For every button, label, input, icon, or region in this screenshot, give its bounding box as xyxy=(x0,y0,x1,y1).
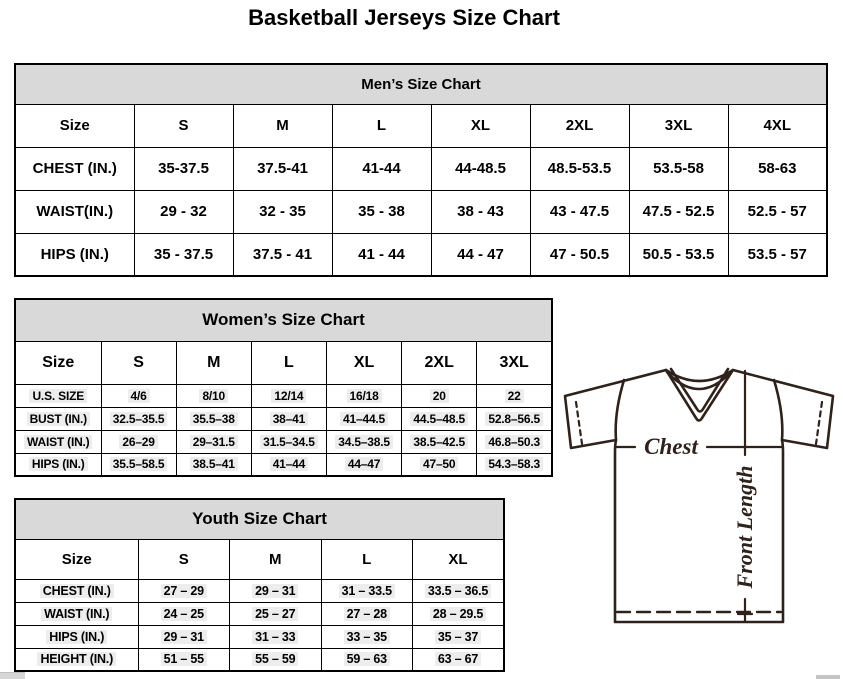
cell-text: 54.3–58.3 xyxy=(485,457,543,471)
row-label xyxy=(15,430,101,453)
cell-text: 33.5 – 36.5 xyxy=(425,584,491,598)
cell-text: 44.5–48.5 xyxy=(410,412,468,426)
size-value-cell: 58-63 xyxy=(728,147,827,190)
cell-text: WAIST (IN.) xyxy=(41,607,112,621)
cell-text: 38.5–42.5 xyxy=(410,435,468,449)
size-value-cell xyxy=(176,430,251,453)
table-row xyxy=(15,147,827,190)
size-value-cell xyxy=(402,453,477,476)
row-label xyxy=(15,453,101,476)
size-value-cell xyxy=(477,430,552,453)
size-value-cell xyxy=(101,407,176,430)
size-value-cell xyxy=(326,407,401,430)
size-value-cell: 29 - 32 xyxy=(134,190,233,233)
right-armhole-seam xyxy=(774,380,782,440)
cell-text: 25 – 27 xyxy=(252,607,298,621)
cell-text: CHEST (IN.) xyxy=(40,584,114,598)
cell-text: 38–41 xyxy=(270,412,308,426)
column-header-m: M xyxy=(233,104,332,147)
size-value-cell: 50.5 - 53.5 xyxy=(629,233,728,276)
cell-text: 52.8–56.5 xyxy=(485,412,543,426)
column-header-size: Size xyxy=(15,104,134,147)
cell-text: 29 – 31 xyxy=(161,630,207,644)
size-value-cell: 37.5-41 xyxy=(233,147,332,190)
row-label: CHEST (IN.) xyxy=(15,147,134,190)
column-header-l: L xyxy=(251,341,326,384)
column-header-s: S xyxy=(138,539,230,579)
cell-text: 24 – 25 xyxy=(161,607,207,621)
column-header-xl: XL xyxy=(413,539,505,579)
cell-text: 35.5–58.5 xyxy=(110,457,168,471)
cell-text: HIPS (IN.) xyxy=(29,457,88,471)
cell-text: 26–29 xyxy=(119,435,157,449)
column-header-size: Size xyxy=(15,341,101,384)
row-label xyxy=(15,407,101,430)
cell-text: 38.5–41 xyxy=(190,457,238,471)
cell-text: 41–44 xyxy=(270,457,308,471)
column-header-4xl: 4XL xyxy=(728,104,827,147)
row-label xyxy=(15,384,101,407)
size-value-cell xyxy=(176,453,251,476)
cell-text: 32.5–35.5 xyxy=(110,412,168,426)
size-value-cell xyxy=(230,625,322,648)
right-cuff-dashed-line xyxy=(816,402,822,444)
column-header-3xl: 3XL xyxy=(629,104,728,147)
size-value-cell: 35-37.5 xyxy=(134,147,233,190)
jersey-outline xyxy=(565,370,833,622)
size-value-cell xyxy=(413,648,505,671)
column-header-xl: XL xyxy=(431,104,530,147)
size-value-cell: 44 - 47 xyxy=(431,233,530,276)
cell-text: 63 – 67 xyxy=(435,652,481,666)
mens-table-header-row xyxy=(15,104,827,147)
size-value-cell xyxy=(101,453,176,476)
column-header-2xl: 2XL xyxy=(530,104,629,147)
cell-text: 29–31.5 xyxy=(190,435,238,449)
cell-text: 51 – 55 xyxy=(161,652,207,666)
table-row xyxy=(15,384,552,407)
cell-text: HEIGHT (IN.) xyxy=(37,652,116,666)
column-header-l: L xyxy=(332,104,431,147)
table-row xyxy=(15,430,552,453)
table-row xyxy=(15,233,827,276)
size-value-cell: 47 - 50.5 xyxy=(530,233,629,276)
size-value-cell xyxy=(138,625,230,648)
mens-table-title: Men’s Size Chart xyxy=(15,64,827,104)
cell-text: 31 – 33 xyxy=(252,630,298,644)
size-value-cell: 37.5 - 41 xyxy=(233,233,332,276)
size-value-cell xyxy=(230,648,322,671)
size-value-cell xyxy=(413,602,505,625)
size-value-cell: 48.5-53.5 xyxy=(530,147,629,190)
cell-text: 27 – 28 xyxy=(344,607,390,621)
cell-text: 20 xyxy=(430,389,449,403)
column-header-s: S xyxy=(134,104,233,147)
womens-size-table xyxy=(14,298,553,477)
size-value-cell xyxy=(101,384,176,407)
cell-text: 31 – 33.5 xyxy=(339,584,395,598)
front-length-label: Front Length xyxy=(732,465,757,589)
size-value-cell xyxy=(251,430,326,453)
size-value-cell xyxy=(251,453,326,476)
size-value-cell: 44-48.5 xyxy=(431,147,530,190)
cell-text: 12/14 xyxy=(271,389,306,403)
cell-text: 4/6 xyxy=(128,389,150,403)
size-value-cell xyxy=(326,430,401,453)
column-header-3xl: 3XL xyxy=(477,341,552,384)
row-label xyxy=(15,579,138,602)
cell-text: 35.5–38 xyxy=(190,412,238,426)
size-value-cell xyxy=(138,579,230,602)
cell-text: 59 – 63 xyxy=(344,652,390,666)
cell-text: 31.5–34.5 xyxy=(260,435,318,449)
size-value-cell xyxy=(230,602,322,625)
size-value-cell xyxy=(413,625,505,648)
size-value-cell: 35 - 38 xyxy=(332,190,431,233)
size-value-cell xyxy=(326,384,401,407)
size-value-cell xyxy=(402,430,477,453)
column-header-m: M xyxy=(230,539,322,579)
cell-text: 34.5–38.5 xyxy=(335,435,393,449)
size-value-cell xyxy=(251,384,326,407)
jersey-diagram-svg xyxy=(555,355,843,665)
size-value-cell: 32 - 35 xyxy=(233,190,332,233)
cell-text: 29 – 31 xyxy=(252,584,298,598)
table-row xyxy=(15,407,552,430)
size-value-cell xyxy=(402,384,477,407)
size-value-cell xyxy=(477,453,552,476)
cell-text: 41–44.5 xyxy=(340,412,388,426)
size-value-cell xyxy=(138,602,230,625)
cell-text: 47–50 xyxy=(420,457,458,471)
size-value-cell xyxy=(176,407,251,430)
table-row xyxy=(15,648,504,671)
size-value-cell: 53.5-58 xyxy=(629,147,728,190)
cell-text: 27 – 29 xyxy=(161,584,207,598)
size-value-cell xyxy=(176,384,251,407)
size-value-cell: 52.5 - 57 xyxy=(728,190,827,233)
womens-table-title: Women’s Size Chart xyxy=(15,299,552,341)
size-value-cell xyxy=(101,430,176,453)
cell-text: HIPS (IN.) xyxy=(46,630,107,644)
cell-text: 22 xyxy=(505,389,524,403)
cell-text: 33 – 35 xyxy=(344,630,390,644)
row-label: HIPS (IN.) xyxy=(15,233,134,276)
womens-table-header-row xyxy=(15,341,552,384)
size-value-cell xyxy=(413,579,505,602)
size-value-cell: 38 - 43 xyxy=(431,190,530,233)
mens-size-table xyxy=(14,63,828,277)
left-cuff-dashed-line xyxy=(576,402,582,444)
youth-size-table xyxy=(14,498,505,672)
size-value-cell xyxy=(477,407,552,430)
youth-table-title: Youth Size Chart xyxy=(15,499,504,539)
size-value-cell: 53.5 - 57 xyxy=(728,233,827,276)
size-value-cell xyxy=(321,579,413,602)
column-header-m: M xyxy=(176,341,251,384)
table-row xyxy=(15,625,504,648)
page-title: Basketball Jerseys Size Chart xyxy=(248,5,560,30)
size-value-cell: 47.5 - 52.5 xyxy=(629,190,728,233)
table-row xyxy=(15,602,504,625)
cell-text: 28 – 29.5 xyxy=(430,607,486,621)
column-header-l: L xyxy=(321,539,413,579)
chest-label: Chest xyxy=(644,434,698,459)
size-value-cell: 41-44 xyxy=(332,147,431,190)
youth-table-caption-row xyxy=(15,499,504,539)
cell-text: WAIST (IN.) xyxy=(24,435,92,449)
horizontal-scrollbar-right-thumb[interactable] xyxy=(816,675,840,679)
size-value-cell xyxy=(321,625,413,648)
size-value-cell xyxy=(402,407,477,430)
cell-text: 16/18 xyxy=(347,389,382,403)
size-value-cell: 35 - 37.5 xyxy=(134,233,233,276)
cell-text: 35 – 37 xyxy=(435,630,481,644)
column-header-xl: XL xyxy=(326,341,401,384)
row-label xyxy=(15,648,138,671)
size-value-cell: 41 - 44 xyxy=(332,233,431,276)
table-row xyxy=(15,453,552,476)
table-row xyxy=(15,190,827,233)
cell-text: 44–47 xyxy=(345,457,383,471)
row-label xyxy=(15,602,138,625)
size-value-cell xyxy=(326,453,401,476)
cell-text: U.S. SIZE xyxy=(29,389,87,403)
mens-table-caption-row xyxy=(15,64,827,104)
left-armhole-seam xyxy=(616,380,624,440)
cell-text: 8/10 xyxy=(199,389,228,403)
column-header-size: Size xyxy=(15,539,138,579)
jersey-measurement-diagram xyxy=(555,355,843,665)
column-header-2xl: 2XL xyxy=(402,341,477,384)
table-row xyxy=(15,579,504,602)
youth-table-header-row xyxy=(15,539,504,579)
size-value-cell xyxy=(321,602,413,625)
size-value-cell: 43 - 47.5 xyxy=(530,190,629,233)
size-value-cell xyxy=(477,384,552,407)
row-label: WAIST(IN.) xyxy=(15,190,134,233)
column-header-s: S xyxy=(101,341,176,384)
womens-table-caption-row xyxy=(15,299,552,341)
cell-text: 55 – 59 xyxy=(252,652,298,666)
size-value-cell xyxy=(138,648,230,671)
size-value-cell xyxy=(230,579,322,602)
cell-text: 46.8–50.3 xyxy=(485,435,543,449)
size-value-cell xyxy=(321,648,413,671)
size-value-cell xyxy=(251,407,326,430)
row-label xyxy=(15,625,138,648)
cell-text: BUST (IN.) xyxy=(27,412,90,426)
horizontal-scrollbar-left-button[interactable] xyxy=(0,672,25,679)
